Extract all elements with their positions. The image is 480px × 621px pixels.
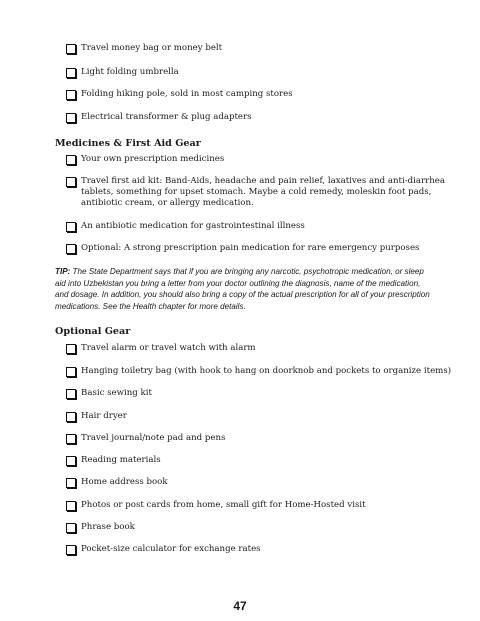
checkbox[interactable] bbox=[66, 412, 76, 422]
list-item bbox=[66, 433, 466, 444]
list-item bbox=[66, 522, 466, 533]
list-item bbox=[66, 366, 466, 377]
item-label: Photos or post cards from home, small gift for Home-Hosted visit bbox=[81, 500, 366, 510]
list-item bbox=[66, 544, 466, 555]
list-item bbox=[66, 154, 466, 165]
item-label: Hair dryer bbox=[81, 411, 127, 421]
tip-text: The State Department says that if you are bringing any narcotic, psychotropic medication, or sleep aid into Uzbekistan you bring a letter from your doctor outlining the diagnosis, name of the medication, and dosage. In addition, you should also bring a copy of the actual prescription for all of your prescription medications. See the Health chapter for more details. bbox=[55, 267, 430, 311]
item-label: Electrical transformer & plug adapters bbox=[81, 112, 252, 122]
item-label: Folding hiking pole, sold in most camping stores bbox=[81, 89, 293, 99]
checkbox[interactable] bbox=[66, 177, 76, 187]
item-label: Phrase book bbox=[81, 522, 135, 532]
checkbox[interactable] bbox=[66, 113, 76, 123]
section-heading-optional: Optional Gear bbox=[55, 326, 131, 337]
checkbox[interactable] bbox=[66, 456, 76, 466]
list-item bbox=[66, 221, 466, 232]
item-label: Travel alarm or travel watch with alarm bbox=[81, 343, 256, 353]
item-label: Optional: A strong prescription pain medication for rare emergency purposes bbox=[81, 243, 420, 253]
checkbox[interactable] bbox=[66, 44, 76, 54]
checkbox[interactable] bbox=[66, 434, 76, 444]
checkbox[interactable] bbox=[66, 389, 76, 399]
item-label: Travel first aid kit: Band-Aids, headache and pain relief, laxatives and anti-diarrhea tablets, something for upset stomach. Maybe a cold remedy, moleskin foot pads, antibiotic cream, or allergy medication. bbox=[81, 176, 445, 208]
list-item bbox=[66, 411, 466, 422]
section-heading-medicines: Medicines & First Aid Gear bbox=[55, 138, 201, 149]
checkbox[interactable] bbox=[66, 222, 76, 232]
checkbox[interactable] bbox=[66, 344, 76, 354]
checkbox[interactable] bbox=[66, 90, 76, 100]
checkbox[interactable] bbox=[66, 68, 76, 78]
tip-label: TIP: bbox=[55, 267, 71, 276]
checkbox[interactable] bbox=[66, 155, 76, 165]
checkbox[interactable] bbox=[66, 501, 76, 511]
item-label: Travel money bag or money belt bbox=[81, 43, 223, 53]
checkbox[interactable] bbox=[66, 523, 76, 533]
item-label: Light folding umbrella bbox=[81, 67, 179, 77]
checkbox[interactable] bbox=[66, 478, 76, 488]
page-number: 47 bbox=[233, 599, 247, 613]
checkbox[interactable] bbox=[66, 244, 76, 254]
item-label: Hanging toiletry bag (with hook to hang on doorknob and pockets to organize items) bbox=[81, 366, 452, 376]
list-item bbox=[66, 176, 466, 209]
item-label: Pocket-size calculator for exchange rates bbox=[81, 544, 261, 554]
list-item bbox=[66, 455, 466, 466]
checkbox[interactable] bbox=[66, 545, 76, 555]
item-label: Home address book bbox=[81, 477, 168, 487]
list-item bbox=[66, 67, 466, 78]
list-item bbox=[66, 343, 466, 354]
list-item bbox=[66, 89, 466, 100]
list-item bbox=[66, 477, 466, 488]
item-label: An antibiotic medication for gastrointestinal illness bbox=[81, 221, 305, 231]
list-item bbox=[66, 43, 466, 54]
item-label: Travel journal/note pad and pens bbox=[81, 433, 226, 443]
list-item bbox=[66, 500, 466, 511]
item-label: Basic sewing kit bbox=[81, 388, 152, 398]
item-label: Reading materials bbox=[81, 455, 161, 465]
list-item bbox=[66, 388, 466, 399]
list-item bbox=[66, 112, 466, 123]
checkbox[interactable] bbox=[66, 367, 76, 377]
list-item bbox=[66, 243, 466, 254]
item-label: Your own prescription medicines bbox=[81, 154, 225, 164]
tip-paragraph bbox=[55, 266, 435, 312]
